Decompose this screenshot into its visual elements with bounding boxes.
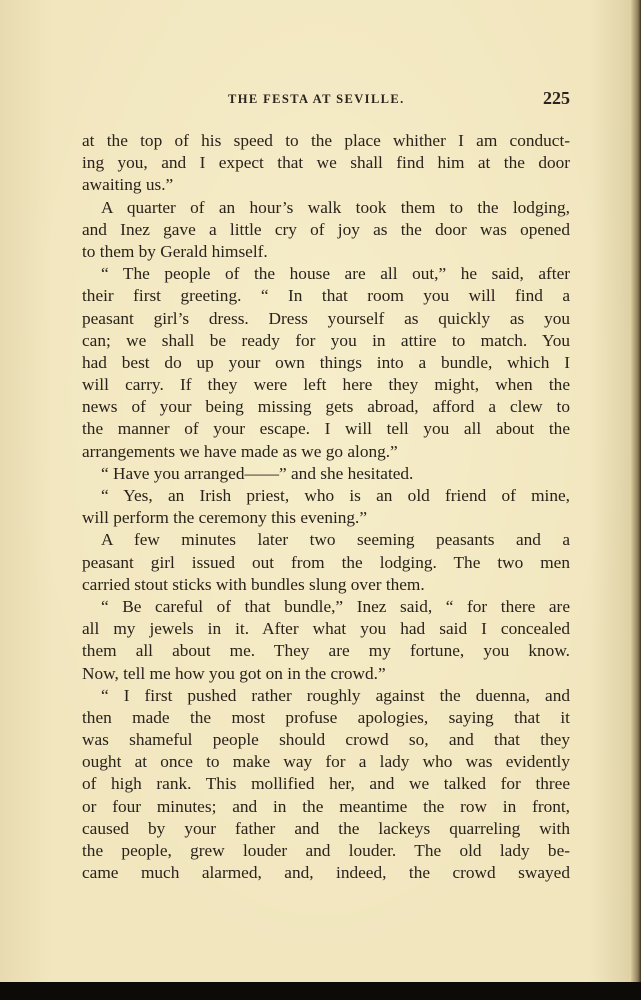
text-line: at the top of his speed to the place whither I am conduct-	[82, 131, 570, 150]
text-line: ought at once to make way for a lady who was evidently	[82, 752, 570, 772]
text-line: to them by Gerald himself.	[82, 241, 268, 261]
page-header	[80, 88, 570, 114]
text-line: ing you, and I expect that we shall find him at the door	[82, 153, 570, 173]
text-line: peasant girl issued out from the lodging. The two men	[82, 552, 570, 572]
text-line: then made the most profuse apologies, saying that it	[82, 707, 570, 727]
text-line: caused by your father and the lackeys quarreling with	[82, 818, 570, 838]
text-line: A quarter of an hour’s walk took them to the lodging,	[101, 197, 570, 217]
text-line: “ The people of the house are all out,” he said, after	[101, 264, 570, 284]
text-line: carried stout sticks with bundles slung over them.	[82, 574, 425, 594]
text-line: their first greeting. “ In that room you will find a	[82, 286, 570, 306]
text-line: “ Be careful of that bundle,” Inez said, “ for there are	[101, 596, 570, 616]
text-line: “ Have you arranged——” and she hesitated.	[101, 463, 414, 483]
text-line: of high rank. This mollified her, and we talked for three	[82, 774, 570, 794]
text-line: awaiting us.”	[82, 175, 174, 195]
text-line: had best do up your own things into a bundle, which I	[82, 352, 570, 372]
text-line: “ Yes, an Irish priest, who is an old friend of mine,	[101, 486, 570, 505]
running-head: THE FESTA AT SEVILLE.	[228, 92, 405, 106]
text-line: news of your being missing gets abroad, afford a clew to	[82, 397, 570, 417]
text-line: them all about me. They are my fortune, you know.	[82, 641, 570, 661]
text-line: or four minutes; and in the meantime the row in front,	[82, 796, 570, 816]
text-line: peasant girl’s dress. Dress yourself as quickly as you	[82, 308, 570, 328]
text-line: all my jewels in it. After what you had said I concealed	[82, 619, 570, 639]
text-line: came much alarmed, and, indeed, the crowd swayed	[82, 863, 570, 883]
text-line: will perform the ceremony this evening.”	[82, 508, 368, 528]
page-edge-shadow	[631, 0, 641, 982]
body-text	[82, 130, 570, 884]
text-line: will carry. If they were left here they might, when the	[82, 375, 570, 395]
text-line: can; we shall be ready for you in attire to match. You	[82, 330, 570, 350]
text-line: the people, grew louder and louder. The old lady be-	[82, 841, 570, 860]
text-line: “ I first pushed rather roughly against the duenna, and	[101, 685, 570, 705]
text-line: A few minutes later two seeming peasants and a	[101, 530, 570, 550]
text-line: Now, tell me how you got on in the crowd.”	[82, 663, 386, 683]
text-line: the manner of your escape. I will tell you all about the	[82, 419, 570, 439]
text-line: was shameful people should crowd so, and that they	[82, 730, 570, 750]
text-line: arrangements we have made as we go along.”	[82, 441, 398, 461]
page-number: 225	[543, 88, 570, 108]
text-line: and Inez gave a little cry of joy as the door was opened	[82, 219, 570, 239]
